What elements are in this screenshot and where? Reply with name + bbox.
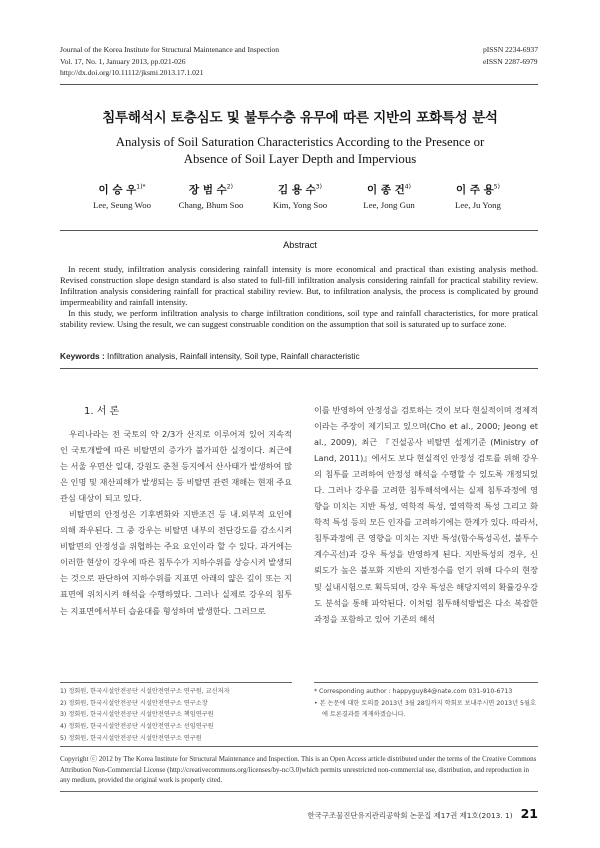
copyright-bottom-divider — [60, 791, 538, 792]
author — [436, 182, 520, 210]
author — [80, 182, 164, 210]
body-paragraph: 우리나라는 전 국토의 약 2/3가 산지로 이루어져 있어 지속적인 국토개발에 따른 비탈면의 증가가 불가피한 실정이다. 최근에는 서울 우면산 일대, 강원도 춘천 등지에서 산사태가 발생하여 많은 인명 및 재산피해가 발생되는 등 비탈면 관련 재해는 현재 주요 관심 대상이 되고 있다. — [60, 429, 292, 504]
journal-name: Journal of the Korea Institute for Structural Maintenance and Inspection — [60, 45, 280, 54]
title-english-line2: Absence of Soil Layer Depth and Impervious — [183, 152, 417, 166]
author-name-en: Kim, Yong Soo — [272, 200, 328, 210]
author — [169, 182, 253, 210]
body-paragraph: 이를 반영하여 안정성을 검토하는 것이 보다 현실적이며 경제적이라는 주장이 제기되고 있으며(Cho et al., 2000; Jeong et al., 2009), 최근 『건설공사 비탈면 설계기준 (Ministry of Land, 2011)』에서도 보다 현실적인 안정성 검토를 위해 강우의 침투를 고려하여 안정성 해석을 수행할 수 있도록 개정되었다. 그러나 강우를 고려한 침투해석에서는 실제 침투과정에 영향을 미치는 지반 특성, 역학적 특성, 열역학적 특성 그리고 화학적 특성 등의 모든 인자를 고려하기에는 한계가 있다. 따라서, 침투과정에 큰 영향을 미치는 지반 특성(함수특성곡선, 불투수계수곡선)과 강우 특성을 반영하게 된다. 지반특성의 경우, 신뢰도가 높은 불포화 지반의 지반정수를 얻기 위해 다수의 현장 및 실내시험으로 획득되며, 강우 특성은 해당지역의 확률강우강도 분석을 통해 파악된다. 이처럼 침투해석방법은 다소 복잡한 과정을 포함하고 있어 기존의 해석 — [314, 405, 538, 624]
journal-header — [60, 44, 279, 79]
discussion-note: • 본 논문에 대한 토의를 2013년 3월 28일까지 학회로 보내주시면 2013년 5월호에 토론결과를 게재하겠습니다. — [314, 699, 536, 719]
abstract-top-divider — [60, 230, 538, 231]
author-affiliation-mark: 5) — [493, 183, 500, 191]
author-affiliation-mark: 4) — [404, 183, 411, 191]
header-divider — [60, 84, 538, 85]
keywords-label: Keywords : — [60, 351, 105, 361]
body-column-right — [314, 402, 538, 627]
footnote: 1) 정회원, 한국시설안전공단 시설안전연구소 연구원, 교신저자 — [60, 688, 230, 695]
copyright-notice: Copyright ⓒ 2012 by The Korea Institute for Structural Maintenance and Inspection. This is an Open Access article distributed under the terms of the Creative Commons Attribution Non-Commercial License (http://creativecommons.org/licenses/by-nc/3.0)which permits unrestricted non-commercial use, distribution, and reproduction in any medium, provided the original work is properly cited. — [60, 755, 537, 784]
title-english-line1: Analysis of Soil Saturation Characteristics According to the Presence or — [115, 135, 485, 149]
abstract-body — [60, 264, 538, 329]
page-footer — [308, 806, 538, 821]
title-english — [60, 134, 540, 168]
author — [347, 182, 431, 210]
copyright-top-divider — [60, 746, 538, 747]
eissn: eISSN 2287-6979 — [482, 56, 538, 66]
footnote-divider-left — [60, 682, 292, 683]
author-name-en: Lee, Ju Yong — [455, 200, 501, 210]
volume-info: Vol. 17, No. 1, January 2013, pp.021-026 — [60, 56, 186, 66]
footnote: 4) 정회원, 한국시설안전공단 시설안전연구소 선임연구원 — [60, 723, 214, 731]
author-name-ko: 장 범 수 — [189, 184, 227, 196]
section-heading-introduction: 1. 서 론 — [84, 406, 120, 417]
abstract-heading: Abstract — [283, 240, 317, 250]
abstract-paragraph: In this study, we perform infiltration analysis to charge infiltration conditions, soil type and rainfall characteristics, for more pratical stability review. Using the result, we can suggest construable condition on the assumption that soil is saturated up to surface zone. — [60, 307, 538, 329]
abstract-paragraph: In recent study, infiltration analysis considering rainfall intensity is more economical and practical than existing analysis method. Revised construction slope design standard is also stated to full-fill infiltration analysis considering rainfall for practical stability review. Infiltration analysis considering rainfall for practical stability review. But, to infiltration analysis, the process is complicated by ground impermeability and rainfall intensity. — [60, 264, 538, 307]
affiliation-footnotes — [60, 686, 230, 745]
footnote: 2) 정회원, 한국시설안전공단 시설안전연구소 연구소장 — [60, 699, 208, 707]
author-name-ko: 이 종 건 — [367, 184, 405, 196]
page-number: 21 — [520, 806, 538, 821]
author-name-ko: 이 승 우 — [98, 184, 137, 196]
title-korean: 침투해석시 토층심도 및 불투수층 유무에 따른 지반의 포화특성 분석 — [102, 110, 498, 126]
author-affiliation-mark: 3) — [315, 183, 322, 191]
author-affiliation-mark: 1)* — [136, 183, 146, 191]
keywords — [60, 351, 538, 361]
author-name-ko: 이 주 용 — [456, 184, 494, 196]
correspondence-footnotes — [314, 686, 538, 721]
pissn: pISSN 2234-6937 — [482, 45, 538, 54]
author — [258, 182, 342, 210]
author-affiliation-mark: 2) — [226, 183, 233, 191]
author-name-en: Lee, Jong Gun — [363, 200, 415, 210]
author-list — [80, 182, 520, 210]
footnote: 5) 정회원, 한국시설안전공단 시설안전연구소 연구원 — [60, 734, 202, 742]
doi-link[interactable]: http://dx.doi.org/10.11112/jksmi.2013.17.1.021 — [60, 68, 204, 77]
author-name-en: Chang, Bhum Soo — [178, 200, 244, 210]
abstract-bottom-divider — [60, 368, 538, 369]
body-paragraph: 비탈면의 안정성은 기후변화와 지반조건 등 내․외부적 요인에 의해 좌우된다. 그 중 강우는 비탈면 내부의 전단강도를 감소시켜 비탈면의 안정성을 위협하는 주요 요인이라 할 수 있다. 과거에는 이러한 현상이 강우에 따른 침투수가 지하수위를 상승시켜 발생되는 것으로 판단하여 지하수위를 지표면 아래의 얇은 깊이 또는 지표면에 위치시켜 해석을 수행하였다. 그러나 실제로 강우의 침투는 지표면에서부터 습윤대를 형성하며 발생한다. 그러므로 — [60, 509, 292, 616]
body-column-left — [60, 426, 292, 619]
author-name-en: Lee, Seung Woo — [92, 200, 151, 210]
footnote: 3) 정회원, 한국시설안전공단 시설안전연구소 책임연구원 — [60, 711, 214, 719]
keywords-text: Infiltration analysis, Rainfall intensity, Soil type, Rainfall characteristic — [107, 351, 360, 361]
footer-journal: 한국구조물진단유지관리공학회 논문집 제17권 제1호(2013. 1) — [307, 811, 513, 820]
corresponding-author: * Corresponding author : happyguy84@nate.com 031-910-6713 — [314, 688, 513, 695]
footnote-divider-right — [314, 682, 538, 683]
issn-block — [483, 44, 538, 67]
author-name-ko: 김 용 수 — [278, 184, 316, 196]
